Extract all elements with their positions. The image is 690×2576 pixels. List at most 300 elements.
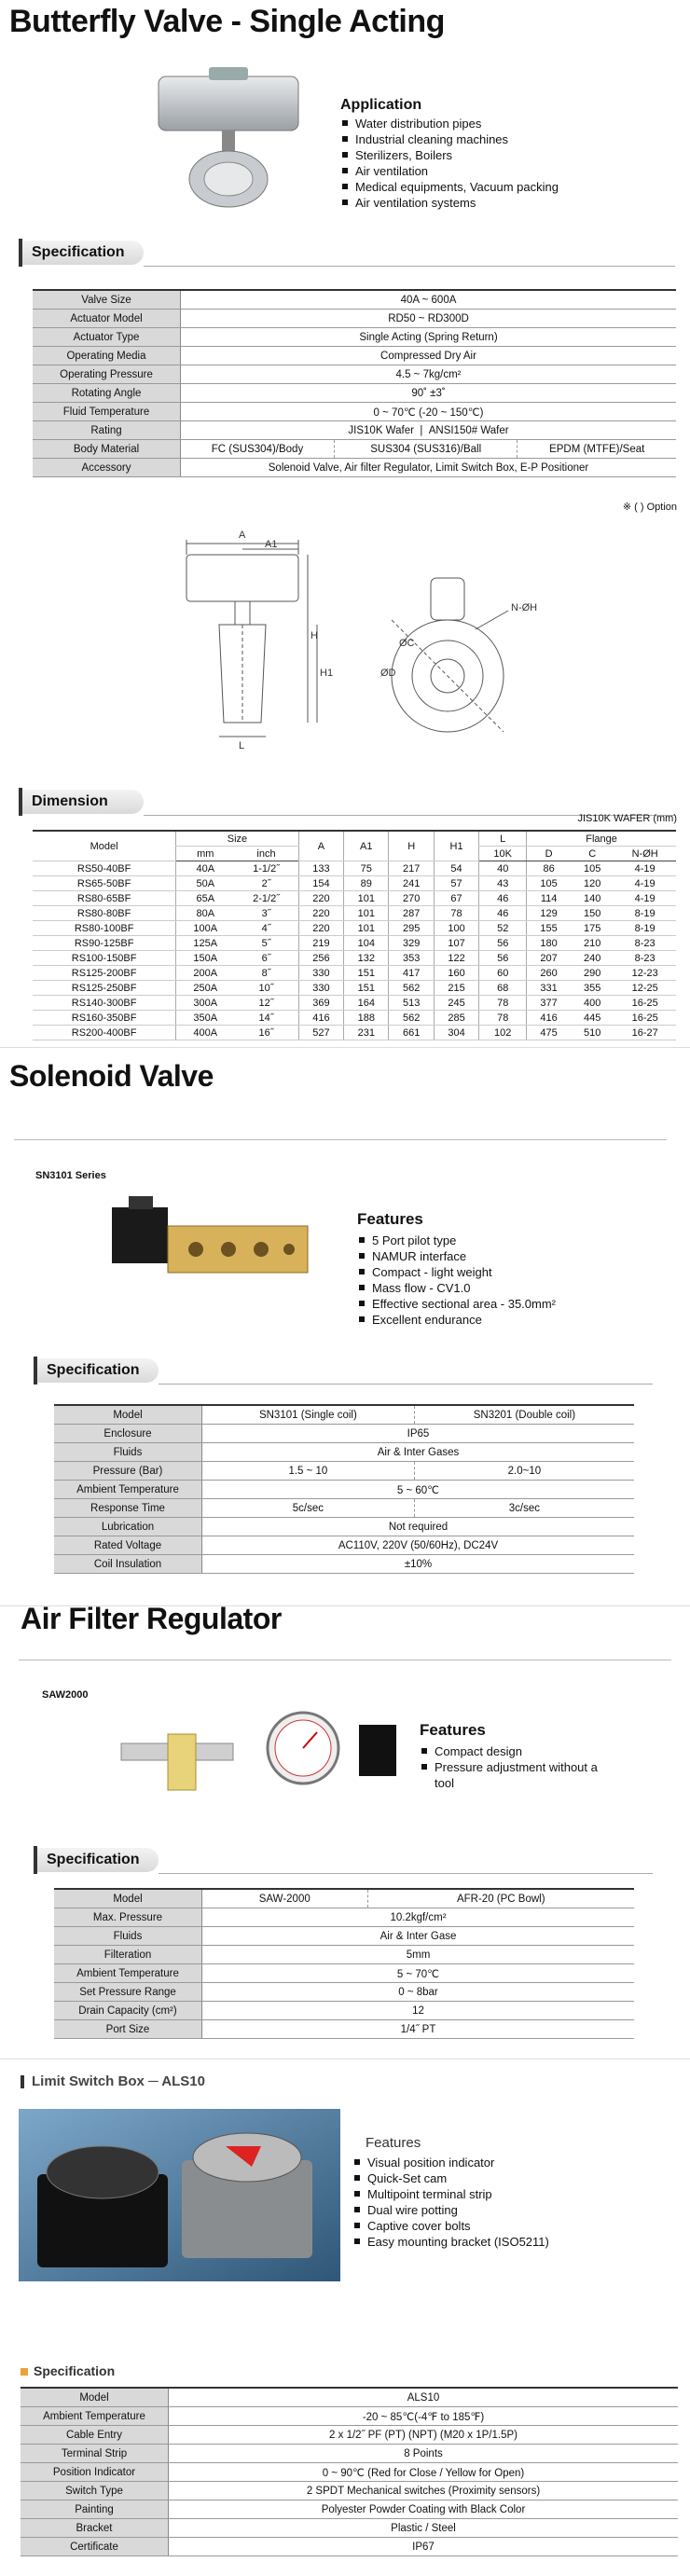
dimension-cell: 125A [176, 936, 235, 951]
dimension-cell: RS125-200BF [33, 966, 176, 981]
spec-value: 8 Points [169, 2445, 679, 2463]
dimension-cell: 78 [479, 1011, 527, 1026]
afr-features [420, 1721, 606, 1791]
spec-value: AFR-20 (PC Bowl) [367, 1889, 634, 1908]
afr-features-heading: Features [420, 1721, 486, 1739]
dimension-cell: 155 [527, 921, 571, 936]
spec-row [54, 2020, 634, 2039]
spec-value: 2.0~10 [414, 1462, 634, 1481]
dimension-label: Dimension [32, 793, 108, 809]
dimension-cell: 245 [434, 996, 478, 1011]
dimension-cell: RS50-40BF [33, 861, 176, 876]
dimension-cell: 330 [298, 966, 343, 981]
spec-value: -20 ~ 85℃(-4℉ to 185℉) [169, 2407, 679, 2426]
spec-label: Enclosure [54, 1425, 202, 1443]
feature-item: Visual position indicator [352, 2155, 549, 2170]
dimension-cell: 75 [344, 861, 389, 876]
feature-item: NAMUR interface [357, 1248, 556, 1264]
dimension-cell: 220 [298, 891, 343, 906]
dimension-row [33, 891, 676, 906]
air-filter-regulator-photo [93, 1706, 410, 1799]
lsb-spec-table [21, 2387, 678, 2556]
dim-header-inch: inch [234, 847, 298, 861]
dimension-cell: 513 [389, 996, 434, 1011]
dimension-cell: 16-25 [614, 1011, 676, 1026]
dim-header-size: Size [176, 831, 298, 847]
dimension-cell: 52 [479, 921, 527, 936]
spec-label: Model [54, 1889, 202, 1908]
dimension-cell: 46 [479, 891, 527, 906]
dimension-cell: 400 [571, 996, 614, 1011]
spec-row [54, 1499, 634, 1518]
spec-row [33, 365, 676, 384]
dim-header-10k: 10K [479, 847, 527, 861]
dimension-cell: 527 [298, 1026, 343, 1040]
feature-item: Dual wire potting [352, 2202, 549, 2218]
spec-label: Lubrication [54, 1518, 202, 1536]
spec-row [54, 2002, 634, 2020]
dimension-cell: 50A [176, 876, 235, 891]
dimension-cell: RS140-300BF [33, 996, 176, 1011]
spec-label: Filteration [54, 1946, 202, 1964]
spec-label: Certificate [21, 2538, 169, 2556]
lsb-features [352, 2135, 549, 2250]
limit-switch-box-photo [19, 2109, 340, 2281]
dimension-cell: 270 [389, 891, 434, 906]
dimension-row [33, 906, 676, 921]
dimension-cell: 60 [479, 966, 527, 981]
dimension-cell: 54 [434, 861, 478, 876]
dimension-cell: 8-23 [614, 951, 676, 966]
dimension-cell: 120 [571, 876, 614, 891]
spec-value: Single Acting (Spring Return) [181, 328, 677, 347]
spec-row [21, 2426, 678, 2445]
dimension-bar [19, 788, 675, 816]
butterfly-spec-label: Specification [32, 244, 125, 260]
spec-value: SAW-2000 [202, 1889, 368, 1908]
spec-row [21, 2388, 678, 2407]
spec-row [21, 2519, 678, 2538]
feature-item: Effective sectional area - 35.0mm² [357, 1296, 556, 1312]
dimension-cell: 133 [298, 861, 343, 876]
spec-label: Rating [33, 421, 181, 440]
dimension-row [33, 981, 676, 996]
dimension-cell: 3˝ [234, 906, 298, 921]
spec-value: Plastic / Steel [169, 2519, 679, 2538]
dim-l-label: L [239, 740, 245, 751]
spec-value: 0 ~ 90℃ (Red for Close / Yellow for Open) [169, 2463, 679, 2482]
spec-label: Set Pressure Range [54, 1983, 202, 2002]
dimension-cell: 353 [389, 951, 434, 966]
dim-header-c: C [571, 847, 614, 861]
spec-value: AC110V, 220V (50/60Hz), DC24V [202, 1536, 635, 1555]
spec-label: Operating Media [33, 347, 181, 365]
dimension-cell: RS80-65BF [33, 891, 176, 906]
dim-d-label: ØD [380, 668, 396, 679]
dimension-cell: 46 [479, 906, 527, 921]
dimension-cell: 180 [527, 936, 571, 951]
dimension-cell: 8-23 [614, 936, 676, 951]
solenoid-feature-list [357, 1233, 556, 1328]
dimension-cell: 329 [389, 936, 434, 951]
afr-spec-label: Specification [47, 1852, 140, 1867]
spec-row-accessory [33, 459, 676, 477]
feature-item: Pressure adjustment without a tool [420, 1759, 606, 1791]
spec-label: Position Indicator [21, 2463, 169, 2482]
spec-row-rating: Rating JIS10K Wafer | ANSI150# Wafer [33, 421, 676, 440]
dimension-cell: 105 [527, 876, 571, 891]
lsb-feature-list [352, 2155, 549, 2250]
dimension-cell: 132 [344, 951, 389, 966]
feature-item: 5 Port pilot type [357, 1233, 556, 1248]
spec-row [54, 1481, 634, 1499]
dimension-cell: RS200-400BF [33, 1026, 176, 1040]
spec-label: Ambient Temperature [54, 1964, 202, 1983]
spec-label: Fluids [54, 1927, 202, 1946]
dimension-cell: 14˝ [234, 1011, 298, 1026]
dimension-cell: 5˝ [234, 936, 298, 951]
feature-item: Quick-Set cam [352, 2170, 549, 2186]
dimension-cell: 16˝ [234, 1026, 298, 1040]
afr-title: Air Filter Regulator [21, 1602, 282, 1635]
dimension-cell: 350A [176, 1011, 235, 1026]
dimension-cell: 114 [527, 891, 571, 906]
butterfly-spec-bar [19, 239, 675, 267]
dim-header-a1: A1 [344, 831, 389, 861]
spec-value: 2 SPDT Mechanical switches (Proximity sensors) [169, 2482, 679, 2500]
solenoid-title: Solenoid Valve [9, 1059, 214, 1093]
spec-value: IP67 [169, 2538, 679, 2556]
dimension-cell: 151 [344, 966, 389, 981]
dimension-cell: 416 [298, 1011, 343, 1026]
dimension-cell: 105 [571, 861, 614, 876]
spec-label: Drain Capacity (cm²) [54, 2002, 202, 2020]
dim-header-nh: N-ØH [614, 847, 676, 861]
dimension-cell: 510 [571, 1026, 614, 1040]
spec-value: 3c/sec [414, 1499, 634, 1518]
application-list [340, 116, 559, 211]
dimension-cell: RS90-125BF [33, 936, 176, 951]
dimension-cell: 661 [389, 1026, 434, 1040]
spec-value: SN3101 (Single coil) [202, 1405, 415, 1425]
spec-row [54, 1405, 634, 1425]
butterfly-title: Butterfly Valve - Single Acting [9, 4, 445, 39]
dimension-cell: 101 [344, 906, 389, 921]
dimension-cell: 80A [176, 906, 235, 921]
dimension-cell: 104 [344, 936, 389, 951]
dimension-cell: 78 [479, 996, 527, 1011]
dimension-cell: 122 [434, 951, 478, 966]
spec-value: 4.5 ~ 7kg/cm² [181, 365, 677, 384]
spec-row [21, 2463, 678, 2482]
dimension-cell: 100A [176, 921, 235, 936]
spec-row [33, 384, 676, 403]
solenoid-spec-bar [34, 1357, 653, 1384]
dimension-cell: 6˝ [234, 951, 298, 966]
spec-value: 12 [202, 2002, 635, 2020]
dimension-cell: 250A [176, 981, 235, 996]
spec-label: Port Size [54, 2020, 202, 2039]
spec-row [54, 1555, 634, 1574]
dimension-cell: 417 [389, 966, 434, 981]
dimension-cell: 4-19 [614, 861, 676, 876]
dimension-cell: 400A [176, 1026, 235, 1040]
lsb-title: Limit Switch Box ─ ALS10 [32, 2073, 205, 2089]
feature-item: Compact - light weight [357, 1264, 556, 1280]
solenoid-spec-label: Specification [47, 1362, 140, 1378]
dimension-cell: 12˝ [234, 996, 298, 1011]
spec-label: Actuator Type [33, 328, 181, 347]
feature-item: Sterilizers, Boilers [340, 147, 559, 163]
spec-value: RD50 ~ RD300D [181, 310, 677, 328]
dimension-cell: 562 [389, 1011, 434, 1026]
spec-row [54, 1964, 634, 1983]
spec-value: 5mm [202, 1946, 635, 1964]
dimension-cell: 290 [571, 966, 614, 981]
dimension-cell: 8-19 [614, 921, 676, 936]
spec-value: SUS304 (SUS316)/Ball [334, 440, 517, 459]
spec-value: ±10% [202, 1555, 635, 1574]
spec-label: Fluid Temperature [33, 403, 181, 421]
spec-label: Ambient Temperature [21, 2407, 169, 2426]
dimension-cell: RS160-350BF [33, 1011, 176, 1026]
dimension-cell: 260 [527, 966, 571, 981]
spec-label: Valve Size [33, 290, 181, 310]
dimension-cell: 304 [434, 1026, 478, 1040]
solenoid-spec-table [54, 1404, 634, 1574]
dimension-cell: 151 [344, 981, 389, 996]
spec-row [54, 1443, 634, 1462]
dimension-cell: 101 [344, 891, 389, 906]
spec-label: Response Time [54, 1499, 202, 1518]
dimension-cell: 210 [571, 936, 614, 951]
spec-value: Compressed Dry Air [181, 347, 677, 365]
spec-label: Max. Pressure [54, 1908, 202, 1927]
dimension-note: JIS10K WAFER (mm) [577, 813, 677, 824]
dimension-row [33, 1011, 676, 1026]
spec-row [54, 1927, 634, 1946]
dimension-cell: RS125-250BF [33, 981, 176, 996]
spec-label: Model [54, 1405, 202, 1425]
spec-row [33, 328, 676, 347]
dimension-cell: 8˝ [234, 966, 298, 981]
dimension-row [33, 996, 676, 1011]
dimension-cell: 12-25 [614, 981, 676, 996]
dimension-cell: 355 [571, 981, 614, 996]
dimension-cell: 219 [298, 936, 343, 951]
dimension-cell: 295 [389, 921, 434, 936]
spec-label: Pressure (Bar) [54, 1462, 202, 1481]
spec-value: 5 ~ 70℃ [202, 1964, 635, 1983]
feature-item: Mass flow - CV1.0 [357, 1280, 556, 1296]
dim-header-model: Model [33, 831, 176, 861]
dimension-cell: 287 [389, 906, 434, 921]
spec-row [33, 290, 676, 310]
spec-label: Coil Insulation [54, 1555, 202, 1574]
dimension-cell: 12-23 [614, 966, 676, 981]
solenoid-series: SN3101 Series [35, 1170, 106, 1181]
dimension-cell: 100 [434, 921, 478, 936]
spec-value: Polyester Powder Coating with Black Color [169, 2500, 679, 2519]
dimension-cell: 68 [479, 981, 527, 996]
lsb-spec-label: Specification [34, 2363, 116, 2378]
dimension-cell: 10˝ [234, 981, 298, 996]
dimension-cell: 285 [434, 1011, 478, 1026]
dimension-cell: 4-19 [614, 891, 676, 906]
dim-header-a: A [298, 831, 343, 861]
lsb-title-marker [21, 2075, 24, 2088]
dimension-cell: 1-1/2˝ [234, 861, 298, 876]
dimension-cell: 217 [389, 861, 434, 876]
dim-a1-label: A1 [265, 539, 278, 550]
dimension-cell: 2˝ [234, 876, 298, 891]
dimension-cell: 215 [434, 981, 478, 996]
spec-value: 0 ~ 8bar [202, 1983, 635, 2002]
dimension-cell: 16-25 [614, 996, 676, 1011]
dimension-row [33, 951, 676, 966]
dim-header-l: L [479, 831, 527, 847]
dimension-cell: 86 [527, 861, 571, 876]
option-note: ※ ( ) Option [622, 502, 677, 513]
spec-label: Model [21, 2388, 169, 2407]
dimension-cell: 200A [176, 966, 235, 981]
dim-h-label: H [310, 630, 318, 641]
dimension-cell: 175 [571, 921, 614, 936]
dimension-row [33, 861, 676, 876]
spec-value: Solenoid Valve, Air filter Regulator, Limit Switch Box, E-P Positioner [181, 459, 677, 477]
spec-value: 1.5 ~ 10 [202, 1462, 415, 1481]
afr-spec-table [54, 1888, 634, 2039]
dimension-cell: 78 [434, 906, 478, 921]
spec-row [54, 1983, 634, 2002]
spec-label: Accessory [33, 459, 181, 477]
dimension-cell: 377 [527, 996, 571, 1011]
dimension-cell: 16-27 [614, 1026, 676, 1040]
dim-header-mm: mm [176, 847, 235, 861]
spec-value: IP65 [202, 1425, 635, 1443]
dimension-cell: 101 [344, 921, 389, 936]
dimension-cell: 89 [344, 876, 389, 891]
dimension-cell: 188 [344, 1011, 389, 1026]
feature-item: Air ventilation systems [340, 195, 559, 211]
spec-row [21, 2407, 678, 2426]
spec-row [21, 2482, 678, 2500]
feature-item: Water distribution pipes [340, 116, 559, 131]
solenoid-features-heading: Features [357, 1210, 423, 1228]
dimension-cell: 129 [527, 906, 571, 921]
dimension-row [33, 966, 676, 981]
dimension-cell: 562 [389, 981, 434, 996]
application-heading: Application [340, 97, 422, 113]
spec-value: Not required [202, 1518, 635, 1536]
dimension-cell: 164 [344, 996, 389, 1011]
spec-value: ANSI150# Wafer [428, 424, 509, 436]
spec-value: 0 ~ 70℃ (-20 ~ 150℃) [181, 403, 677, 421]
spec-row [21, 2538, 678, 2556]
spec-value: ALS10 [169, 2388, 679, 2407]
dimension-cell: 416 [527, 1011, 571, 1026]
dimension-row [33, 936, 676, 951]
dimension-cell: 241 [389, 876, 434, 891]
feature-item: Air ventilation [340, 163, 559, 179]
dim-c-label: ØC [399, 638, 415, 649]
dimension-cell: 102 [479, 1026, 527, 1040]
dimension-row [33, 1026, 676, 1040]
spec-value: 10.2kgf/cm² [202, 1908, 635, 1927]
spec-row [54, 1908, 634, 1927]
spec-label: Rated Voltage [54, 1536, 202, 1555]
dimension-table [33, 830, 676, 1040]
dimension-cell: 160 [434, 966, 478, 981]
dimension-row [33, 921, 676, 936]
dimension-cell: 445 [571, 1011, 614, 1026]
spec-value: 1/4˝ PT [202, 2020, 635, 2039]
feature-item: Easy mounting bracket (ISO5211) [352, 2234, 549, 2250]
spec-value: 90˚ ±3˚ [181, 384, 677, 403]
spec-row [33, 403, 676, 421]
spec-value: 5c/sec [202, 1499, 415, 1518]
lsb-features-heading: Features [366, 2135, 421, 2151]
feature-item: Captive cover bolts [352, 2218, 549, 2234]
afr-feature-list [420, 1743, 606, 1791]
afr-spec-bar [34, 1846, 653, 1874]
spec-row [21, 2445, 678, 2463]
spec-label: Cable Entry [21, 2426, 169, 2445]
feature-item: Excellent endurance [357, 1312, 556, 1328]
dimension-cell: 231 [344, 1026, 389, 1040]
dimension-cell: 220 [298, 906, 343, 921]
dimension-cell: 330 [298, 981, 343, 996]
dimension-cell: 2-1/2˝ [234, 891, 298, 906]
spec-value: Air & Inter Gases [202, 1443, 635, 1462]
spec-label: Body Material [33, 440, 181, 459]
dimension-cell: 67 [434, 891, 478, 906]
spec-value: Air & Inter Gase [202, 1927, 635, 1946]
solenoid-valve-photo [103, 1189, 326, 1301]
dimension-cell: 331 [527, 981, 571, 996]
dimension-cell: 475 [527, 1026, 571, 1040]
solenoid-features [357, 1210, 556, 1328]
spec-value: 40A ~ 600A [181, 290, 677, 310]
dimension-cell: 57 [434, 876, 478, 891]
spec-row [54, 1518, 634, 1536]
dimension-cell: RS80-80BF [33, 906, 176, 921]
spec-label: Actuator Model [33, 310, 181, 328]
spec-label: Rotating Angle [33, 384, 181, 403]
dimension-cell: 8-19 [614, 906, 676, 921]
dimension-cell: 240 [571, 951, 614, 966]
butterfly-spec-table [33, 289, 676, 477]
dimension-cell: 107 [434, 936, 478, 951]
dimension-cell: 65A [176, 891, 235, 906]
spec-row [54, 1462, 634, 1481]
dimension-cell: 140 [571, 891, 614, 906]
dim-header-flange: Flange [527, 831, 676, 847]
dimension-row [33, 876, 676, 891]
application-box [340, 97, 559, 211]
dim-header-d: D [527, 847, 571, 861]
butterfly-valve-photo [140, 63, 317, 213]
spec-row [54, 1946, 634, 1964]
afr-series: SAW2000 [42, 1689, 89, 1701]
dimension-cell: 4-19 [614, 876, 676, 891]
dimension-cell: 4˝ [234, 921, 298, 936]
spec-label: Switch Type [21, 2482, 169, 2500]
dimension-cell: 150A [176, 951, 235, 966]
dimension-cell: RS80-100BF [33, 921, 176, 936]
spec-value: JIS10K Wafer [348, 424, 414, 436]
dimension-cell: 40 [479, 861, 527, 876]
